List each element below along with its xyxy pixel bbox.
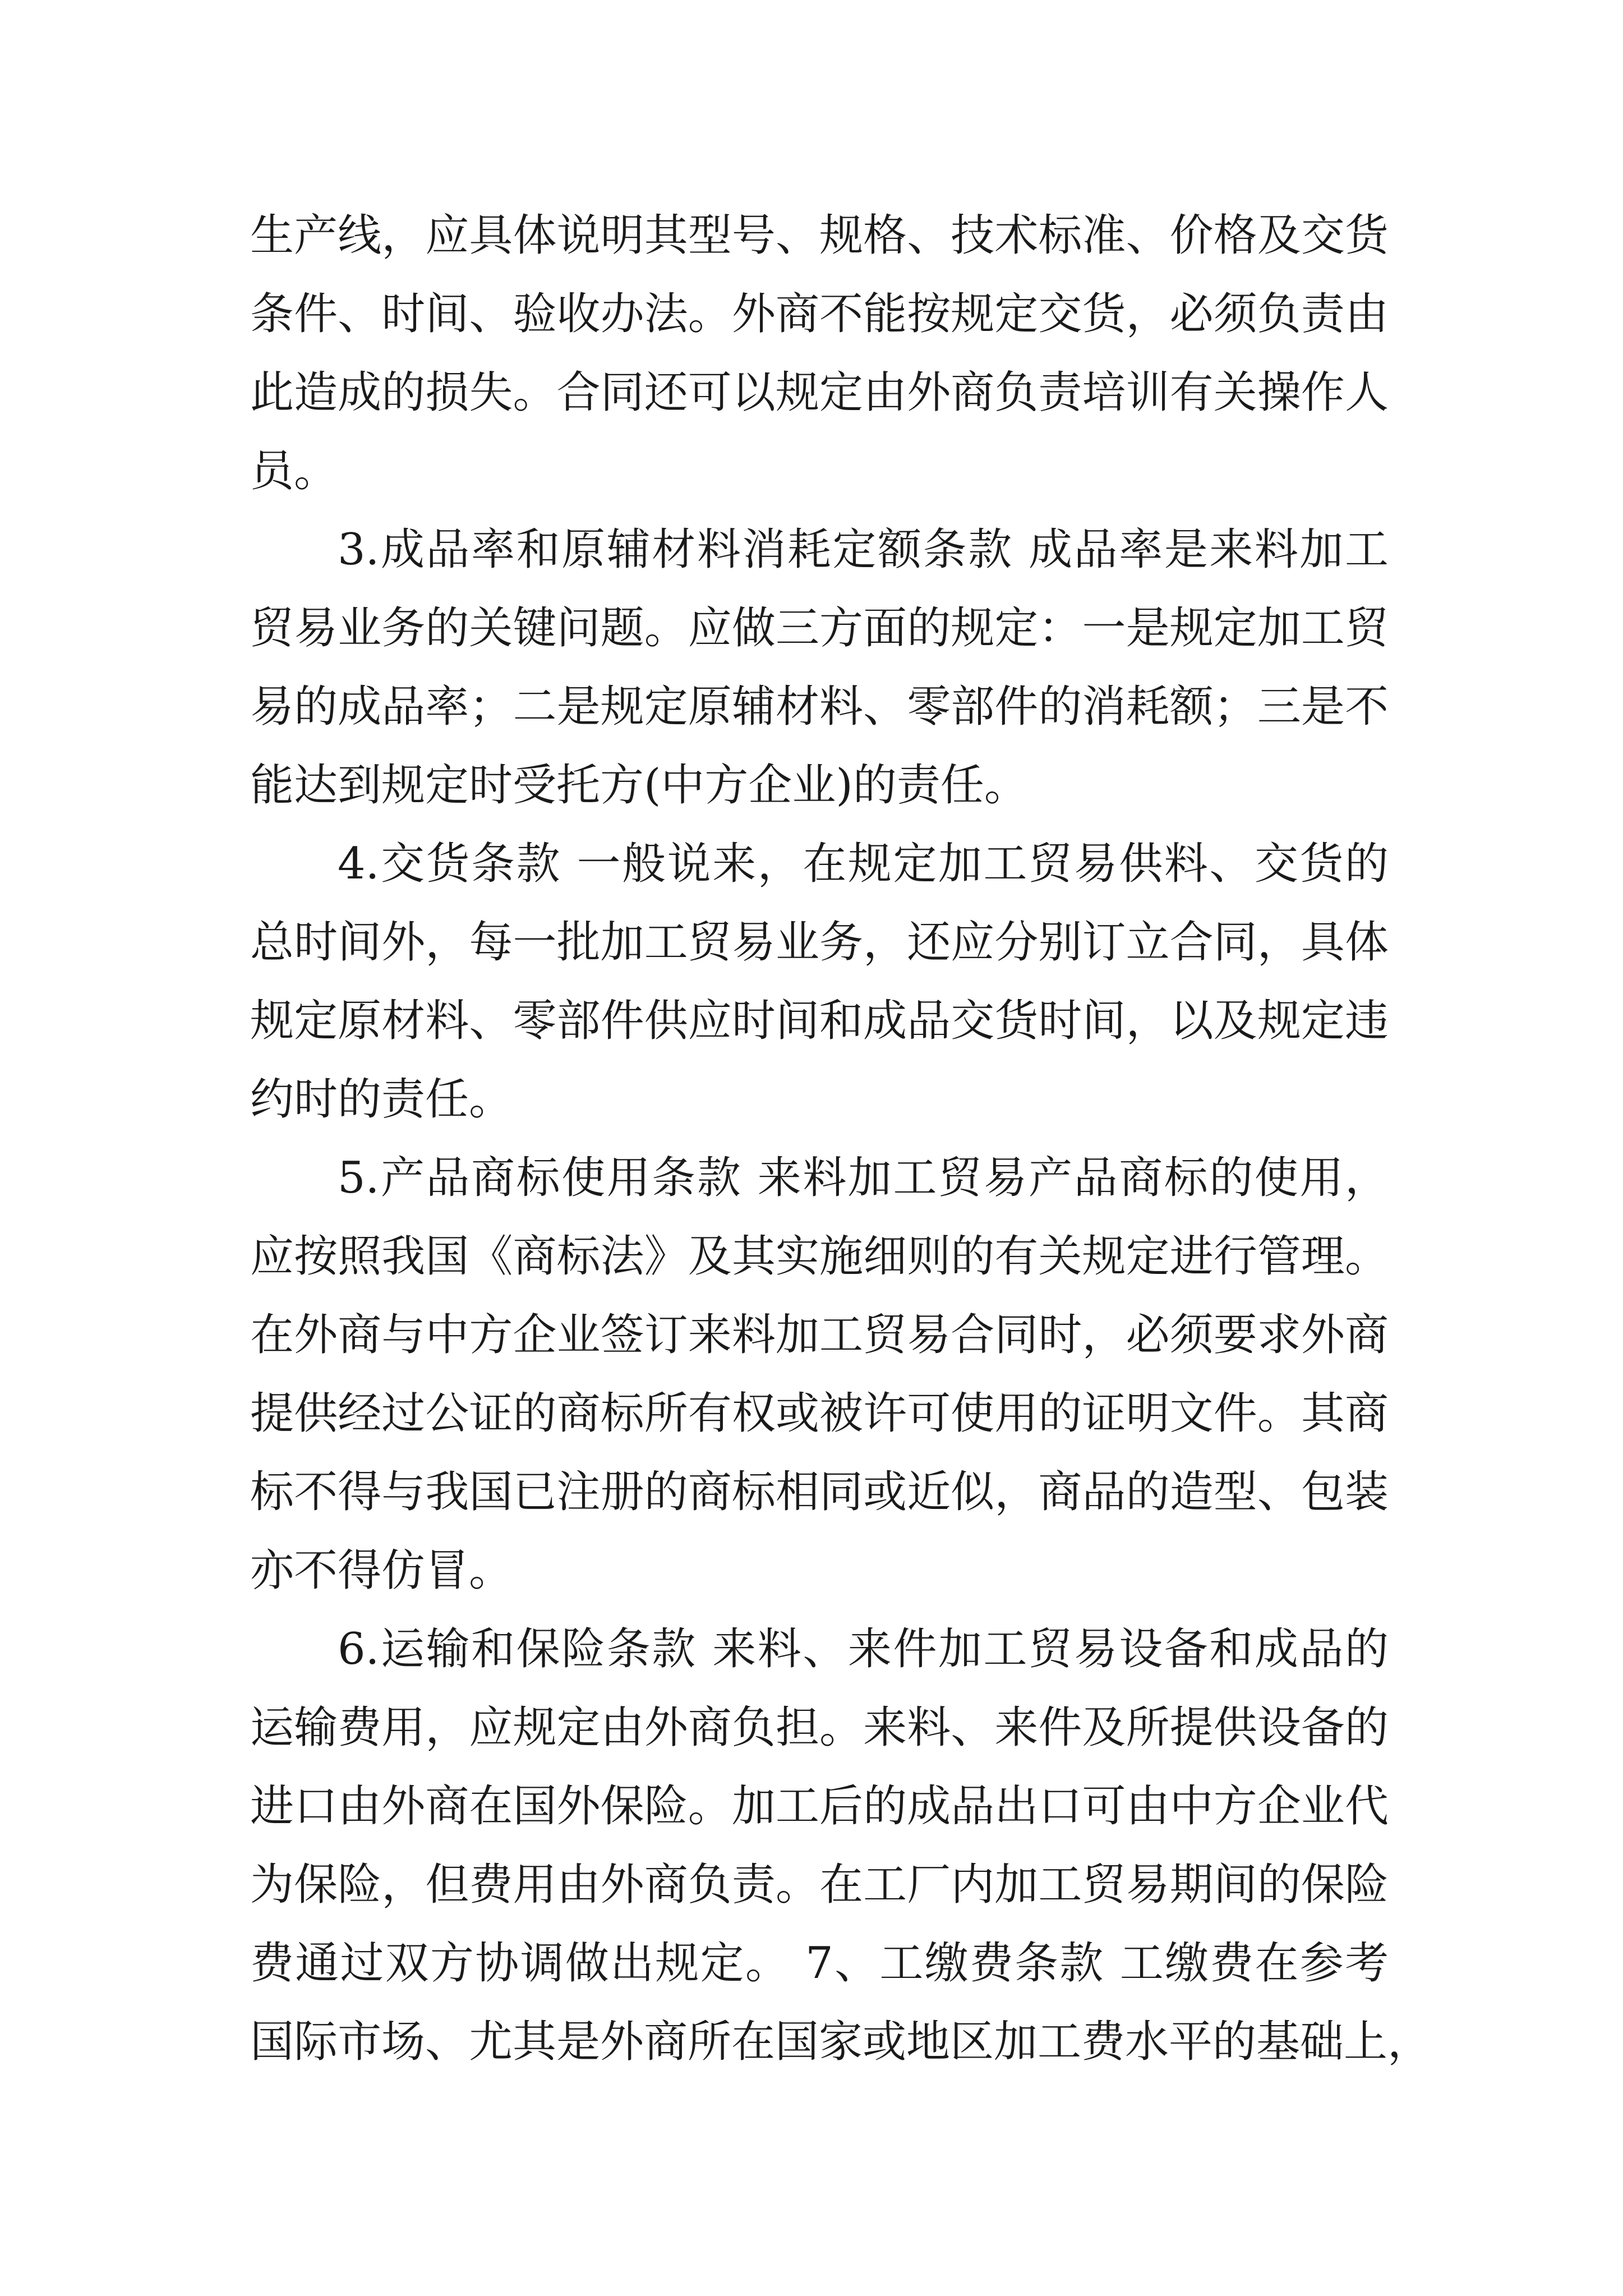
section-start-line: 5.产品商标使用条款 来料加工贸易产品商标的使用， (338, 1153, 1389, 1203)
text-line: 在外商与中方企业签订来料加工贸易合同时，必须要求外商 (250, 1310, 1389, 1360)
text-line: 贸易业务的关键问题。应做三方面的规定：一是规定加工贸 (250, 603, 1389, 654)
text-line: 规定原材料、零部件供应时间和成品交货时间，以及规定违 (250, 996, 1389, 1046)
text-line: 国际市场、尤其是外商所在国家或地区加工费水平的基础上， (250, 2017, 1432, 2067)
text-line: 应按照我国《商标法》及其实施细则的有关规定进行管理。 (250, 1231, 1389, 1282)
text-line: 亦不得仿冒。 (250, 1545, 513, 1596)
document-body (250, 196, 1432, 2081)
text-line: 运输费用，应规定由外商负担。来料、来件及所提供设备的 (250, 1703, 1389, 1753)
text-line: 员。 (250, 446, 338, 496)
text-line: 为保险，但费用由外商负责。在工厂内加工贸易期间的保险 (250, 1860, 1389, 1910)
text-line: 此造成的损失。合同还可以规定由外商负责培训有关操作人 (250, 367, 1389, 418)
text-line: 生产线，应具体说明其型号、规格、技术标准、价格及交货 (250, 210, 1389, 261)
text-line: 标不得与我国已注册的商标相同或近似，商品的造型、包装 (250, 1467, 1389, 1517)
text-line: 费通过双方协调做出规定。 7、工缴费条款 工缴费在参考 (250, 1938, 1389, 1989)
text-line: 易的成品率；二是规定原辅材料、零部件的消耗额；三是不 (250, 682, 1389, 732)
text-line: 提供经过公证的商标所有权或被许可使用的证明文件。其商 (250, 1388, 1389, 1439)
text-line: 总时间外，每一批加工贸易业务，还应分别订立合同，具体 (250, 917, 1389, 968)
text-line: 约时的责任。 (250, 1074, 513, 1125)
section-start-line: 6.运输和保险条款 来料、来件加工贸易设备和成品的 (338, 1624, 1389, 1674)
text-line: 能达到规定时受托方(中方企业)的责任。 (250, 760, 1028, 811)
text-line: 条件、时间、验收办法。外商不能按规定交货，必须负责由 (250, 289, 1389, 339)
section-start-line: 4.交货条款 一般说来，在规定加工贸易供料、交货的 (338, 839, 1389, 889)
text-line: 进口由外商在国外保险。加工后的成品出口可由中方企业代 (250, 1781, 1389, 1832)
section-start-line: 3.成品率和原辅材料消耗定额条款 成品率是来料加工 (338, 524, 1389, 575)
